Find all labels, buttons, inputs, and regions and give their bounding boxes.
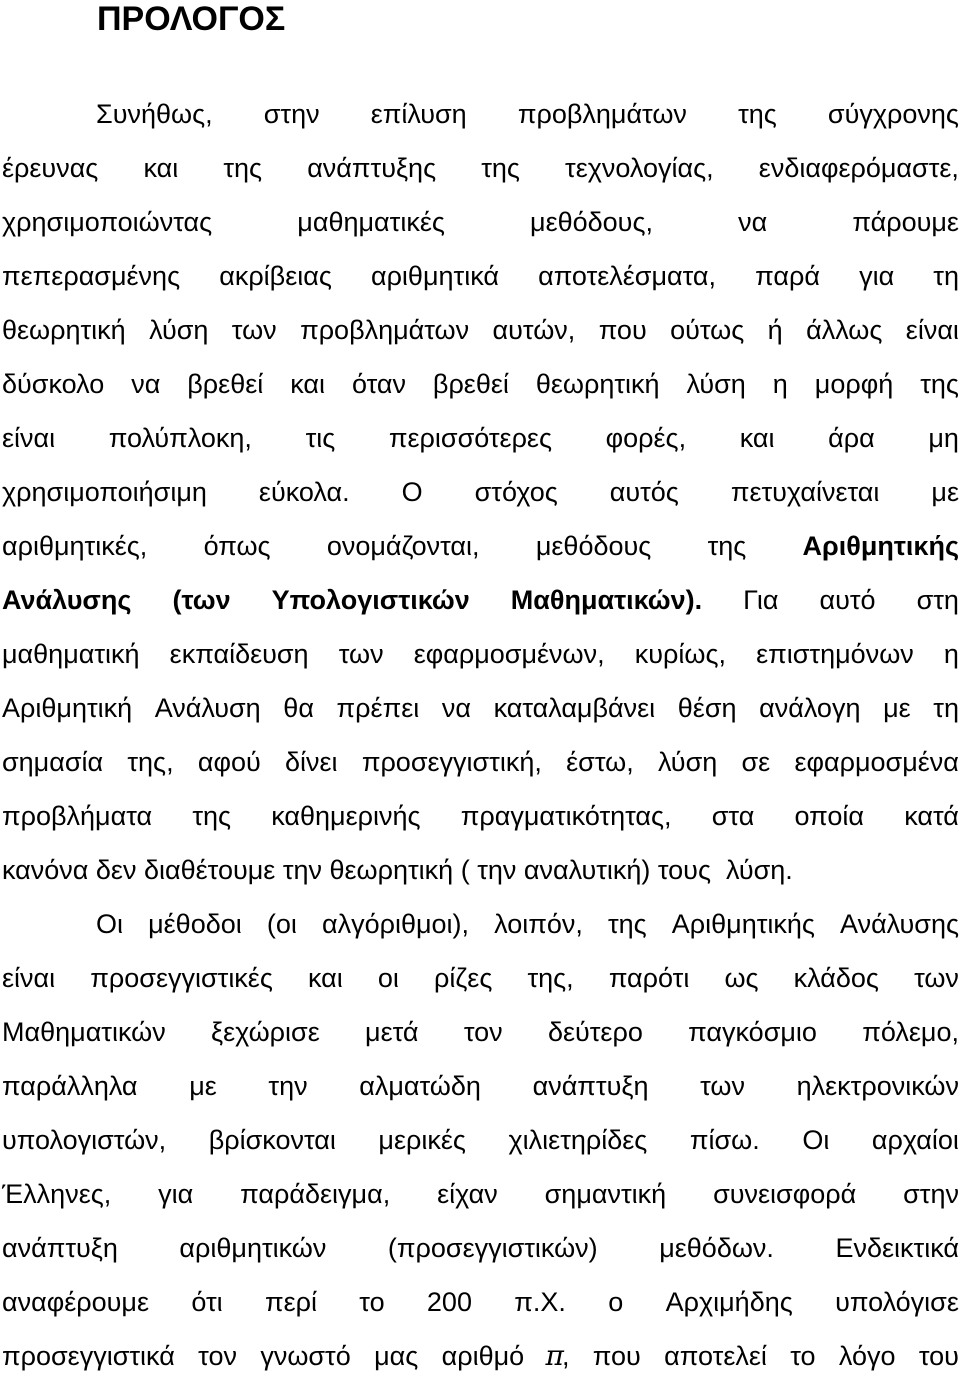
word: να [738,207,768,237]
word: Αρχιμήδης [665,1287,793,1317]
text-line [96,904,959,944]
word: στόχος [474,477,558,507]
word: υπολογιστών, [2,1125,167,1155]
word: γνωστό [260,1341,351,1371]
word: Ανάλυσης [2,585,132,615]
pi-symbol: π [545,1339,564,1372]
word: Αριθμητικής [671,909,815,939]
word: και [290,369,325,399]
word: χρησιμοποιώντας [2,207,213,237]
word: μη [928,423,959,453]
word: π.Χ. [514,1287,566,1317]
word: βρίσκονται [208,1125,336,1155]
word: δύσκολο [2,369,105,399]
word: (των [172,585,231,615]
word: για [859,261,895,291]
word: περισσότερες [388,423,552,453]
word: η [943,639,959,669]
word: λύση [657,747,718,777]
word: όταν [351,369,406,399]
word: Αριθμητική [2,693,133,723]
word: και [143,153,179,183]
word: και [739,423,775,453]
word: τη [933,693,959,723]
word: αυτό [819,585,876,615]
word: ανάπτυξης [307,153,437,183]
word: πραγματικότητας, [460,801,672,831]
word: επιστημόνων [756,639,914,669]
word: ξεχώρισε [211,1017,320,1047]
word: έστω, [566,747,634,777]
word: άλλως [806,315,883,345]
word: παράλληλα [2,1071,138,1101]
word: οποία [794,801,865,831]
word: ενδιαφερόμαστε, [758,153,959,183]
word: είχαν [437,1179,498,1209]
word: της [608,909,647,939]
word: των [231,315,277,345]
word: για [158,1179,194,1209]
word: αριθμητικές, [2,531,148,561]
text-line [2,202,959,242]
text-line [2,958,959,998]
word: θεωρητική [2,315,126,345]
word: καθημερινής [271,801,421,831]
word: λύση [686,369,746,399]
word: είναι [2,963,56,993]
word: (οι [266,909,297,939]
word: με [931,477,959,507]
word: θέση [677,693,737,723]
word: προσεγγιστικά [2,1341,175,1371]
word: Οι [802,1125,830,1155]
text-line [2,1066,959,1106]
word: που [592,1341,641,1371]
word: των [914,963,959,993]
word: προβλημάτων [300,315,470,345]
word: π, [548,1336,570,1376]
word: εφαρμοσμένα [794,747,959,777]
word: της [920,369,959,399]
word: με [883,693,911,723]
word: Οι [96,909,123,939]
text-line [2,796,959,836]
word: ή [767,315,783,345]
word: Μαθηματικών). [510,585,703,615]
word: επίλυση [370,99,467,129]
word: της, [127,747,174,777]
word: η [772,369,788,399]
word: όπως [203,531,271,561]
word: τον [198,1341,237,1371]
word: αλγόριθμοι), [321,909,470,939]
word: είναι [905,315,959,345]
word: σημασία [2,747,104,777]
text-line [2,1120,959,1160]
word: της [192,801,232,831]
word: θα [283,693,314,723]
word: πολύπλοκη, [108,423,252,453]
word: ως [724,963,759,993]
word: Ενδεικτικά [835,1233,959,1263]
word: εκπαίδευση [169,639,309,669]
word: το [790,1341,816,1371]
word: μέθοδοι [148,909,242,939]
word: του [918,1341,959,1371]
word: μαθηματικές [297,207,445,237]
word: στην [263,99,320,129]
word: προσεγγιστικές [90,963,273,993]
text-line [2,526,959,566]
word: συνεισφορά [713,1179,857,1209]
word: Μαθηματικών [2,1017,166,1047]
word: τον [463,1017,503,1047]
word: δίνει [284,747,338,777]
word: ακρίβειας [219,261,332,291]
text-line [2,634,959,674]
word: τεχνολογίας, [565,153,714,183]
word: Ανάλυση [154,693,261,723]
word: Συνήθως, [96,99,213,129]
word: λύση [149,315,209,345]
word: αριθμητικά [370,261,499,291]
word: σημαντική [544,1179,667,1209]
text-line [2,256,959,296]
word: με [189,1071,217,1101]
word: ρίζες [434,963,493,993]
word: άρα [828,423,875,453]
word: ανάπτυξη [2,1233,118,1263]
word: αφού [197,747,261,777]
word: σε [741,747,771,777]
word: ηλεκτρονικών [796,1071,959,1101]
word: στα [711,801,755,831]
word: τη [933,261,959,291]
word: εφαρμοσμένων, [413,639,605,669]
text-line [2,1336,959,1376]
page-title: ΠΡΟΛΟΓΟΣ [97,0,286,38]
word: ο [608,1287,624,1317]
text-line [2,148,959,188]
word: αυτών, [492,315,576,345]
word: (προσεγγιστικών) [387,1233,598,1263]
word: εύκολα. [258,477,350,507]
word: της [481,153,520,183]
word: Υπολογιστικών [271,585,470,615]
word: θεωρητική [535,369,660,399]
word: παράδειγμα, [240,1179,391,1209]
word: χιλιετηρίδες [508,1125,648,1155]
word: υπολόγισε [835,1287,959,1317]
word: αριθμητικών [179,1233,327,1263]
word: αλματώδη [359,1071,481,1101]
word: ότι [191,1287,223,1317]
text-line [2,1174,959,1214]
word: ούτως [670,315,745,345]
word: οι [377,963,399,993]
text-line [2,364,959,404]
word: κατά [904,801,959,831]
word: μεθόδους, [530,207,653,237]
word: των [700,1071,745,1101]
word: λοιπόν, [494,909,583,939]
word: δεύτερο [547,1017,643,1047]
text-line [2,742,959,782]
word: πόλεμο, [862,1017,959,1047]
word: Για [743,585,779,615]
word: αναφέρουμε [2,1287,149,1317]
word: περί [264,1287,317,1317]
word: λόγο [838,1341,896,1371]
word: μεθόδους [535,531,652,561]
word: προβλήματα [2,801,153,831]
text-line [2,1282,959,1322]
word: είναι [2,423,56,453]
word: χρησιμοποιήσιμη [2,477,207,507]
word: της [738,99,777,129]
word: στην [903,1179,959,1209]
word: πάρουμε [852,207,959,237]
word: και [308,963,343,993]
word: Αριθμητικής [802,531,959,561]
word: αποτελεί [664,1341,767,1371]
text-line [2,310,959,350]
word: πρέπει [336,693,420,723]
word: αποτελέσματα, [538,261,717,291]
word: 200 [426,1287,472,1317]
word: παγκόσμιο [688,1017,817,1047]
word: κλάδος [793,963,879,993]
text-line [2,688,959,728]
word: της, [527,963,574,993]
word: τις [305,423,336,453]
word: στη [916,585,959,615]
word: της [707,531,747,561]
word: των [338,639,384,669]
word: βρεθεί [187,369,264,399]
text-line [2,472,959,512]
text-line [2,418,959,458]
word: της [223,153,263,183]
word: ανάλογη [759,693,861,723]
word: μερικές [378,1125,466,1155]
text-line [2,1012,959,1052]
text-line [96,94,959,134]
word: Ο [401,477,423,507]
word: να [441,693,471,723]
word: ανάπτυξη [532,1071,649,1101]
word: έρευνας [2,153,99,183]
word: καταλαμβάνει [493,693,656,723]
word: την [268,1071,308,1101]
word: μας [374,1341,419,1371]
word: ονομάζονται, [326,531,480,561]
word: προβλημάτων [517,99,687,129]
word: πίσω. [689,1125,760,1155]
word: βρεθεί [432,369,509,399]
word: αριθμό [441,1341,525,1371]
word: φορές, [605,423,687,453]
word: σύγχρονης [827,99,959,129]
word: μαθηματική [2,639,140,669]
text-line [2,850,959,890]
text-line [2,1228,959,1268]
word: μορφή [814,369,894,399]
word: κυρίως, [634,639,726,669]
word: προσεγγιστική, [361,747,542,777]
word: Ανάλυσης [840,909,959,939]
word: παρότι [608,963,690,993]
word: μετά [365,1017,419,1047]
word: Έλληνες, [2,1179,112,1209]
word: πεπερασμένης [2,261,181,291]
line-text: κανόνα δεν διαθέτουμε την θεωρητική ( την αναλυτική) τους λύση. [2,855,793,885]
text-line [2,580,959,620]
word: μεθόδων. [659,1233,774,1263]
word: να [131,369,161,399]
word: αυτός [609,477,679,507]
word: το [359,1287,385,1317]
word: αρχαίοι [871,1125,959,1155]
word: παρά [755,261,820,291]
word: πετυχαίνεται [730,477,880,507]
word: που [598,315,647,345]
